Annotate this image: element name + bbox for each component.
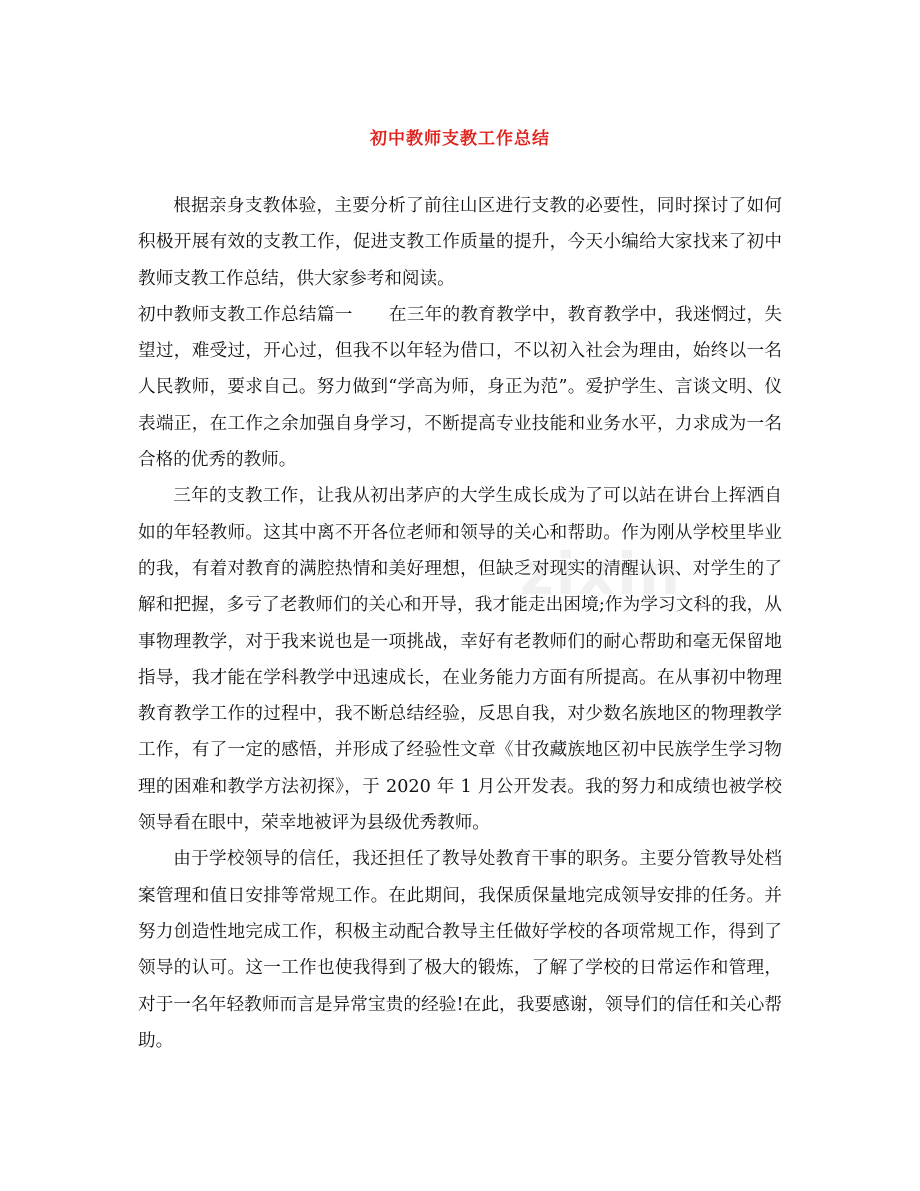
watermark: zixin — [520, 540, 683, 608]
paragraph-3: 由于学校领导的信任，我还担任了教导处教育干事的职务。主要分管教导处档案管理和值日安排等常规工作。在此期间，我保质保量地完成领导安排的任务。并努力创造性地完成工作，积极主动配合教导主任做好学校的各项常规工作，得到了领导的认可。这一工作也使我得到了极大的锻炼，了解了学校的日常运作和管理，对于一名年轻教师而言是异常宝贵的经验!在此，我要感谢，领导们的信任和关心帮助。 — [138, 849, 782, 1051]
paragraph-1-text: 在三年的教育教学中，教育教学中，我迷惘过，失望过，难受过，开心过，但我不以年轻为借口，不以初入社会为理由，始终以一名人民教师，要求自己。努力做到“学高为师，身正为范”。爱护学生、言谈文明、仪表端正，在工作之余加强自身学习，不断提高专业技能和业务水平，力求成为一名合格的优秀的教师。 — [138, 304, 782, 471]
section-paragraph-1 — [138, 297, 782, 478]
document-body — [138, 188, 782, 1059]
intro-paragraph: 根据亲身支教体验，主要分析了前往山区进行支教的必要性，同时探讨了如何积极开展有效的支教工作，促进支教工作质量的提升，今天小编给大家找来了初中教师支教工作总结，供大家参考和阅读。 — [138, 196, 782, 289]
paragraph-2: 三年的支教工作，让我从初出茅庐的大学生成长成为了可以站在讲台上挥洒自如的年轻教师。这其中离不开各位老师和领导的关心和帮助。作为刚从学校里毕业的我，有着对教育的满腔热情和美好理想，但缺乏对现实的清醒认识、对学生的了解和把握，多亏了老教师们的关心和开导，我才能走出困境;作为学习文科的我，从事物理教学，对于我来说也是一项挑战，幸好有老教师们的耐心帮助和毫无保留地指导，我才能在学科教学中迅速成长，在业务能力方面有所提高。在从事初中物理教育教学工作的过程中，我不断总结经验，反思自我，对少数名族地区的物理教学工作，有了一定的感悟，并形成了经验性文章《甘孜藏族地区初中民族学生学习物理的困难和教学方法初探》，于 2020 年 1 月公开发表。我的努力和成绩也被学校领导看在眼中，荣幸地被评为县级优秀教师。 — [138, 486, 782, 834]
document-title: 初中教师支教工作总结 — [370, 129, 550, 149]
section-heading: 初中教师支教工作总结篇一 — [138, 304, 353, 325]
